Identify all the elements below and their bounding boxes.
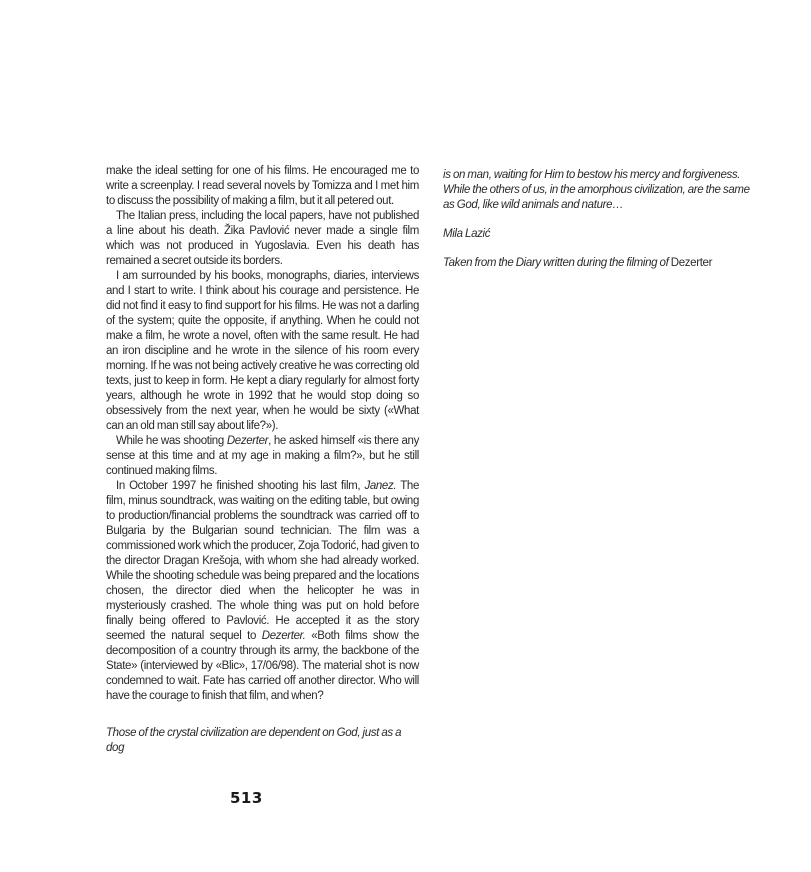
paragraph-2: The Italian press, including the local papers, have not published a line about his death. Žika Pavlović never made a single film which was not produced in Yugoslavia. Even his death has remained a secret outside its borders. [106,210,419,267]
quote-source-prefix: Taken from the Diary written during the filming of [443,257,671,269]
diary-quote-continued: is on man, waiting for Him to bestow his mercy and forgiveness. While the others of us, in the amorphous civilization, are the same as God, like wild animals and nature… [443,169,750,211]
paragraph-4 [106,434,419,479]
left-column [106,164,419,756]
film-title-dezerter-2: Dezerter. [261,630,306,642]
right-column [443,168,761,271]
paragraph-5 [106,479,419,704]
quote-source [443,256,761,271]
paragraph-5-text-a: In October 1997 he finished shooting his last film, [116,480,365,492]
film-title-janez: Janez. [364,480,397,492]
paragraph-1: make the ideal setting for one of his films. He encouraged me to write a screenplay. I read several novels by Tomizza and I met him to discuss the possibility of making a film, but it all petered out. [106,165,419,207]
quote-source-title: Dezerter [670,257,713,269]
diary-quote-start: Those of the crystal civilization are dependent on God, just as a dog [106,727,402,754]
paragraph-5-text-b: The film, minus soundtrack, was waiting on the editing table, but owing to production/financial problems the soundtrack was carried off to Bulgaria by the Bulgarian sound technician. The film was a commissioned work which the producer, Zoja Todorić, had given to the director Dragan Krešoja, with whom she had already worked. While the shooting schedule was being prepared and the locations chosen, the director died when the helicopter he was in mysteriously crashed. The whole thing was put on hold before finally being offered to Pavlović. He accepted it as the story seemed the natural sequel to [106,480,419,642]
paragraph-3: I am surrounded by his books, monographs, diaries, interviews and I start to write. I think about his courage and persistence. He did not find it easy to find support for his films. He was not a darling of the system; quite the opposite, if anything. When he could not make a film, he wrote a novel, often with the same result. He had an iron discipline and he wrote in the silence of his room every morning. If he was not being actively creative he was correcting old texts, just to keep in form. He kept a diary regularly for almost forty years, although he wrote in 1992 that he would stop doing so obsessively from the next year, when he would be sixty («What can an old man still say about life?»). [106,270,419,432]
paragraph-4-text-b: , he asked himself «is there any sense at this time and at my age in making a film?», but he still continued making films. [106,435,419,477]
paragraph-4-text-a: While he was shooting [116,435,227,447]
page-number: 513 [230,789,263,807]
paragraph-5-text-c: «Both films show the decomposition of a country through its army, the backbone of the State» (interviewed by «Blic», 17/06/98). The material shot is now condemned to wait. Fate has carried off another director. Who will have the courage to finish that film, and when? [106,630,420,702]
film-title-dezerter: Dezerter [226,435,269,447]
quote-signature: Mila Lazić [443,228,491,240]
